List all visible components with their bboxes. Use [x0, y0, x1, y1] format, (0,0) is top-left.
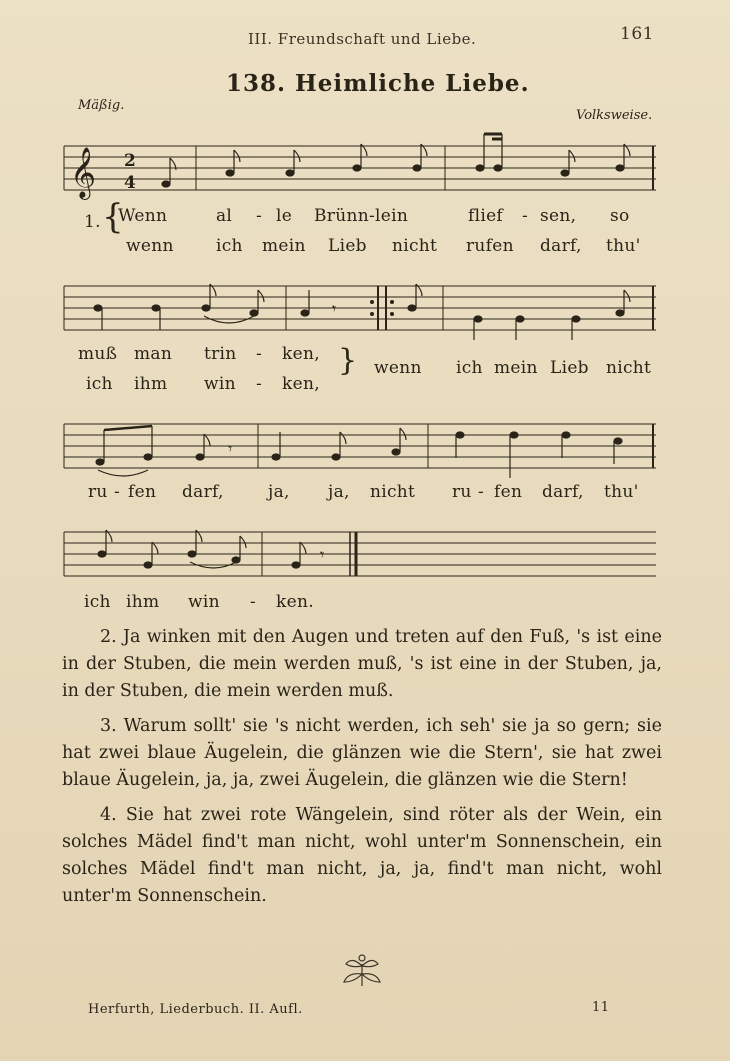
time-signature-top: 2	[124, 151, 136, 171]
lyric-s2-l3-1: ich	[456, 358, 483, 378]
lyric-s2-l3-0: wenn	[374, 358, 422, 378]
lyric-s1-l2-5: rufen	[466, 236, 514, 256]
footer-publisher: Herfurth, Liederbuch. II. Aufl.	[88, 1002, 303, 1017]
lyric-s3-4: ja,	[268, 482, 290, 502]
lyric-s2-l3-3: Lieb	[550, 358, 589, 378]
lyric-s3-5: ja,	[328, 482, 350, 502]
lyric-s3-3: darf,	[182, 482, 224, 502]
notes-staff-2	[94, 284, 630, 340]
lyric-s1-l1-3: le	[276, 206, 293, 226]
lyric-s2-l1-1: man	[134, 344, 173, 364]
lyric-s3-11: thu'	[604, 482, 639, 502]
lyric-s1-l2-7: thu'	[606, 236, 641, 256]
music-staff-3	[0, 412, 730, 484]
time-signature-bottom: 4	[124, 173, 136, 193]
lyric-s4-3: -	[250, 592, 257, 612]
lyric-s2-l3-4: nicht	[606, 358, 652, 378]
lyric-s1-l1-4: Brünn-lein	[314, 206, 409, 226]
lyric-s2-l1-2: trin	[204, 344, 237, 364]
lyric-s4-4: ken.	[276, 592, 314, 612]
lyric-s3-6: nicht	[370, 482, 416, 502]
lyric-s1-l2-6: darf,	[540, 236, 582, 256]
lyric-s4-0: ich	[84, 592, 111, 612]
page-number: 161	[620, 24, 654, 44]
lyric-s1-l1-5: flief	[468, 206, 504, 226]
lyric-s1-l2-0: wenn	[126, 236, 174, 256]
lyric-s1-l2-2: mein	[262, 236, 306, 256]
lyric-s1-l2-3: Lieb	[328, 236, 367, 256]
lyric-s3-0: ru	[88, 482, 108, 502]
footer-signature-mark: 11	[592, 1000, 610, 1015]
treble-clef-icon: 𝄞	[70, 147, 97, 198]
verses-block	[62, 624, 662, 918]
lyric-s1-l1-1: al	[216, 206, 233, 226]
song-title: 138. Heimliche Liebe.	[226, 70, 530, 97]
lyric-s1-l1-2: -	[256, 206, 263, 226]
lyric-s3-8: -	[478, 482, 485, 502]
lyric-s1-l2-4: nicht	[392, 236, 438, 256]
svg-text:𝄾: 𝄾	[228, 439, 233, 458]
lyric-s4-2: win	[188, 592, 220, 612]
notes-staff-3	[96, 426, 622, 478]
lyric-s1-l1-8: so	[610, 206, 630, 226]
lyric-s1-l1-7: sen,	[540, 206, 577, 226]
tempo-marking: Mäßig.	[78, 98, 125, 113]
lyric-s2-l1-3: -	[256, 344, 263, 364]
lyric-s1-l1-6: -	[522, 206, 529, 226]
source-attribution: Volksweise.	[576, 108, 653, 123]
verse-2: 2. Ja winken mit den Augen und treten auf den Fuß, 's ist eine in der Stuben, die mein werden muß, 's ist eine in der Stuben, ja, in der Stuben, die mein werden muß.	[62, 627, 662, 701]
verse-3: 3. Warum sollt' sie 's nicht werden, ich seh' sie ja so gern; sie hat zwei blaue Äugelein, die glänzen wie die Stern', sie hat zwei blaue Äugelein, ja, ja, zwei Äugelein, die glänzen wie die Stern!	[62, 716, 662, 790]
lyric-s4-1: ihm	[126, 592, 160, 612]
svg-text:𝄾: 𝄾	[320, 545, 325, 564]
lyric-s2-l2-1: ihm	[134, 374, 168, 394]
lyric-s2-l2-0: ich	[86, 374, 113, 394]
music-staff-2	[0, 278, 730, 348]
floral-ornament-icon	[338, 950, 386, 990]
lyric-s2-l2-2: win	[204, 374, 236, 394]
lyric-s3-7: ru	[452, 482, 472, 502]
lyric-s1-l1-0: Wenn	[118, 206, 168, 226]
lyric-s2-l3-2: mein	[494, 358, 538, 378]
running-title: III. Freundschaft und Liebe.	[248, 30, 477, 48]
notes-staff-4	[98, 530, 324, 568]
verse-4: 4. Sie hat zwei rote Wängelein, sind röter als der Wein, ein solches Mädel find't man nicht, wohl unter'm Sonnenschein, ein solches Mädel find't man nicht, ja, ja, find't man nicht, wohl unter'm Sonnenschein.	[62, 805, 662, 906]
lyrics-brace-2: }	[338, 343, 358, 378]
lyric-s3-1: -	[114, 482, 121, 502]
lyric-s3-2: fen	[128, 482, 157, 502]
svg-text:𝄾: 𝄾	[332, 299, 337, 318]
lyric-s3-10: darf,	[542, 482, 584, 502]
verse-number-1: 1.	[84, 212, 101, 232]
music-staff-4	[0, 522, 730, 594]
lyric-s2-l2-3: -	[256, 374, 263, 394]
lyric-s2-l1-0: muß	[78, 344, 118, 364]
lyric-s1-l2-1: ich	[216, 236, 243, 256]
lyric-s2-l2-4: ken,	[282, 374, 320, 394]
lyric-s3-9: fen	[494, 482, 523, 502]
lyric-s2-l1-4: ken,	[282, 344, 320, 364]
lyrics-brace-1: {	[102, 197, 124, 237]
